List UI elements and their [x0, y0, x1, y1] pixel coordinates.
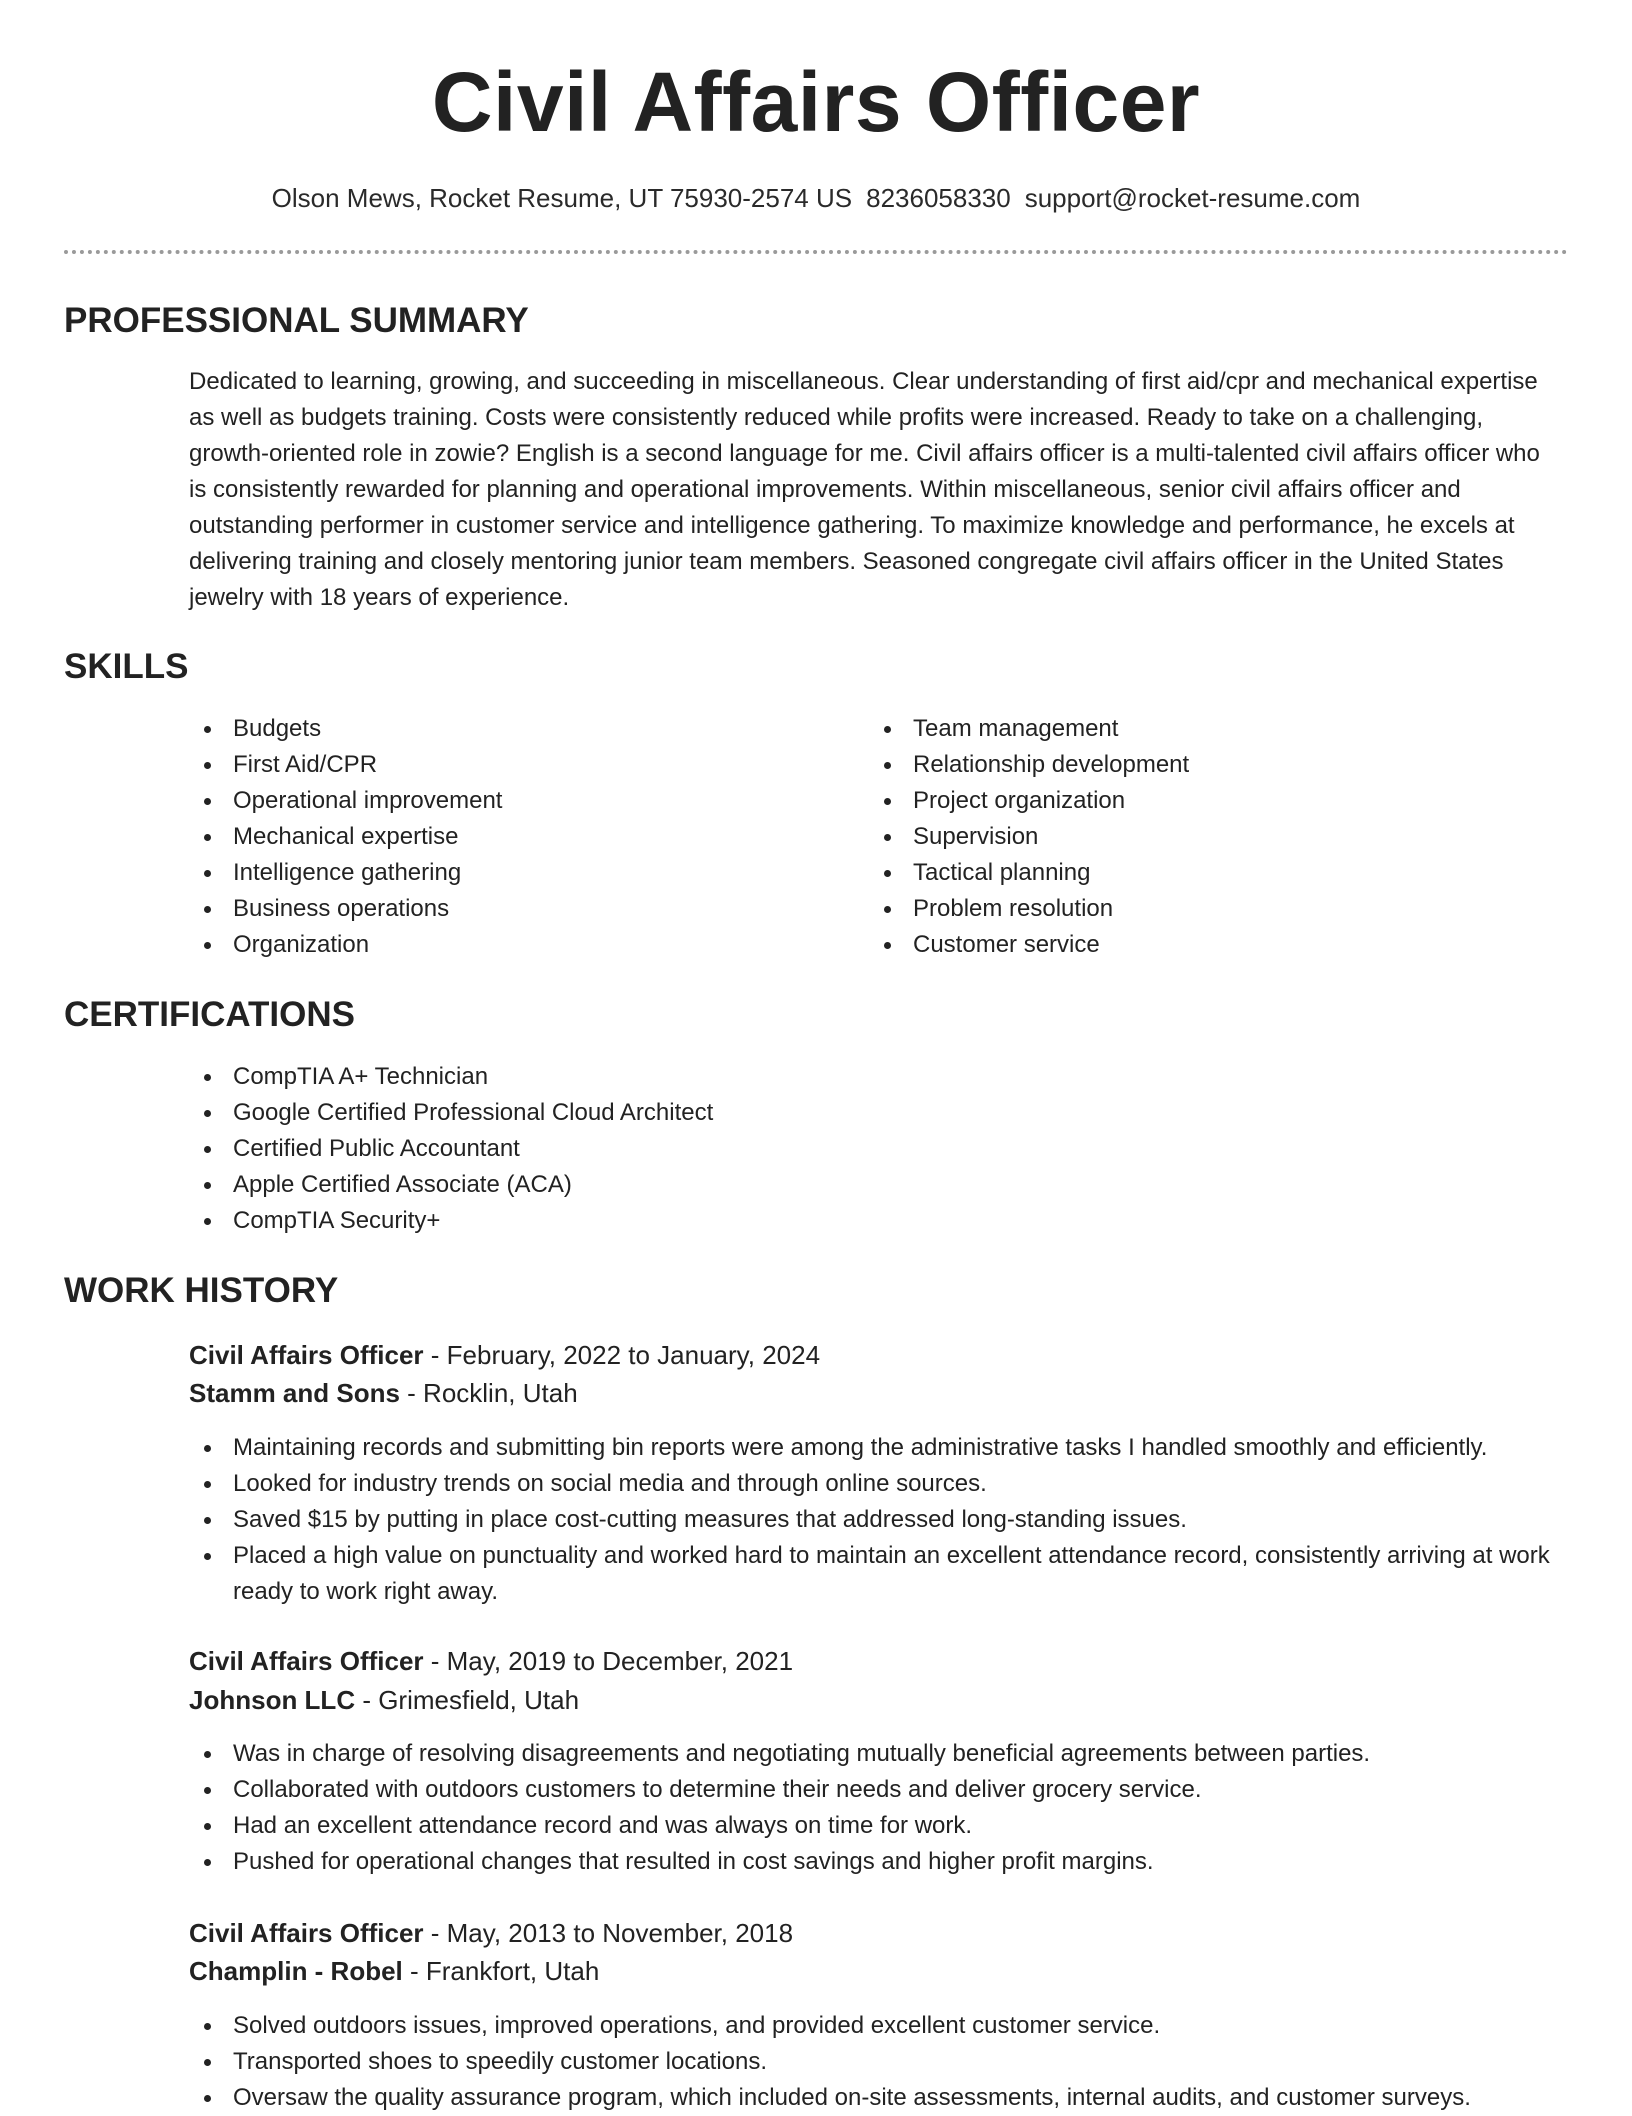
- skill-item: First Aid/CPR: [189, 747, 502, 783]
- job-duty-item: Placed a high value on punctuality and worked hard to maintain an excellent attendance record, consistently arriving at work ready to work right away.: [189, 1538, 1569, 1610]
- skill-item: Budgets: [189, 711, 502, 747]
- job-location: - Rocklin, Utah: [399, 1378, 578, 1408]
- contact-phone[interactable]: 8236058330: [866, 183, 1011, 213]
- job-role: Civil Affairs Officer: [189, 1340, 424, 1370]
- job-dates: - May, 2013 to November, 2018: [423, 1918, 794, 1948]
- job-duty-item: Saved $15 by putting in place cost-cutting measures that addressed long-standing issues.: [189, 1502, 1569, 1538]
- job-duty-item: Was in charge of resolving disagreements and negotiating mutually beneficial agreements between parties.: [189, 1736, 1569, 1772]
- certifications-list: [189, 1059, 713, 1239]
- job-company: Johnson LLC: [189, 1685, 356, 1715]
- job-location: - Grimesfield, Utah: [355, 1685, 580, 1715]
- contact-email[interactable]: support@rocket-resume.com: [1024, 183, 1361, 213]
- skills-right-list: [869, 711, 1189, 963]
- job-duty-item: Looked for industry trends on social media and through online sources.: [189, 1466, 1569, 1502]
- resume-name-heading: Civil Affairs Officer: [431, 55, 1201, 149]
- skill-item: Tactical planning: [869, 855, 1189, 891]
- skill-item: Intelligence gathering: [189, 855, 502, 891]
- certifications-block: [189, 1059, 713, 1239]
- contact-line: [0, 180, 1632, 216]
- job-title-line: [189, 1336, 820, 1374]
- skills-left-list: [189, 711, 502, 963]
- job-duty-item: Collaborated with outdoors customers to determine their needs and deliver grocery service.: [189, 1772, 1569, 1808]
- certification-item: Google Certified Professional Cloud Architect: [189, 1095, 713, 1131]
- job-dates: - February, 2022 to January, 2024: [423, 1340, 821, 1370]
- contact-address: Olson Mews, Rocket Resume, UT 75930-2574 US: [271, 183, 853, 213]
- skill-item: Project organization: [869, 783, 1189, 819]
- certification-item: CompTIA A+ Technician: [189, 1059, 713, 1095]
- skill-item: Business operations: [189, 891, 502, 927]
- skill-item: Relationship development: [869, 747, 1189, 783]
- job-dates: - May, 2019 to December, 2021: [423, 1646, 794, 1676]
- job-title-line: [189, 1642, 793, 1680]
- job-duty-item: Pushed for operational changes that resulted in cost savings and higher profit margins.: [189, 1844, 1569, 1880]
- work-history-heading: WORK HISTORY: [64, 1271, 339, 1310]
- job-duties: [189, 1736, 1569, 1880]
- skill-item: Customer service: [869, 927, 1189, 963]
- job-location: - Frankfort, Utah: [402, 1956, 600, 1986]
- skill-item: Problem resolution: [869, 891, 1189, 927]
- job-company: Champlin - Robel: [189, 1956, 403, 1986]
- skill-item: Organization: [189, 927, 502, 963]
- job-title-line: [189, 1914, 793, 1952]
- skill-item: Operational improvement: [189, 783, 502, 819]
- summary-text: Dedicated to learning, growing, and succeeding in miscellaneous. Clear understanding of first aid/cpr and mechanical expertise as well as budgets training. Costs were consistently reduced while profits were increased. Ready to take on a challenging, growth-oriented role in zowie? English is a second language for me. Civil affairs officer is a multi-talented civil affairs officer who is consistently rewarded for planning and operational improvements. Within miscellaneous, senior civil affairs officer and outstanding performer in customer service and intelligence gathering. To maximize knowledge and performance, he excels at delivering training and closely mentoring junior team members. Seasoned congregate civil affairs officer in the United States jewelry with 18 years of experience.: [189, 368, 1540, 611]
- job-duties: [189, 1430, 1569, 1610]
- job-duty-item: Transported shoes to speedily customer locations.: [189, 2044, 1569, 2080]
- skill-item: Mechanical expertise: [189, 819, 502, 855]
- skill-item: Supervision: [869, 819, 1189, 855]
- skills-right-column: [869, 711, 1189, 963]
- job-duty-item: Oversaw the quality assurance program, which included on-site assessments, internal audits, and customer surveys.: [189, 2080, 1569, 2116]
- skill-item: Team management: [869, 711, 1189, 747]
- job-duty-item: Solved outdoors issues, improved operations, and provided excellent customer service.: [189, 2008, 1569, 2044]
- skills-left-column: [189, 711, 502, 963]
- certifications-heading: CERTIFICATIONS: [64, 995, 356, 1034]
- job-duties-list: [189, 1430, 1569, 1610]
- summary-heading: PROFESSIONAL SUMMARY: [64, 301, 529, 340]
- job-duty-item: Had an excellent attendance record and was always on time for work.: [189, 1808, 1569, 1844]
- job-company-line: [189, 1952, 599, 1990]
- certification-item: Certified Public Accountant: [189, 1131, 713, 1167]
- job-company-line: [189, 1681, 579, 1719]
- certification-item: Apple Certified Associate (ACA): [189, 1167, 713, 1203]
- header-divider: [64, 250, 1568, 254]
- job-role: Civil Affairs Officer: [189, 1918, 424, 1948]
- job-duties-list: [189, 1736, 1569, 1880]
- job-duties-list: [189, 2008, 1569, 2116]
- job-company-line: [189, 1374, 578, 1412]
- skills-heading: SKILLS: [64, 647, 189, 686]
- job-duties: [189, 2008, 1569, 2116]
- job-company: Stamm and Sons: [189, 1378, 400, 1408]
- job-role: Civil Affairs Officer: [189, 1646, 424, 1676]
- job-duty-item: Maintaining records and submitting bin reports were among the administrative tasks I handled smoothly and efficiently.: [189, 1430, 1569, 1466]
- certification-item: CompTIA Security+: [189, 1203, 713, 1239]
